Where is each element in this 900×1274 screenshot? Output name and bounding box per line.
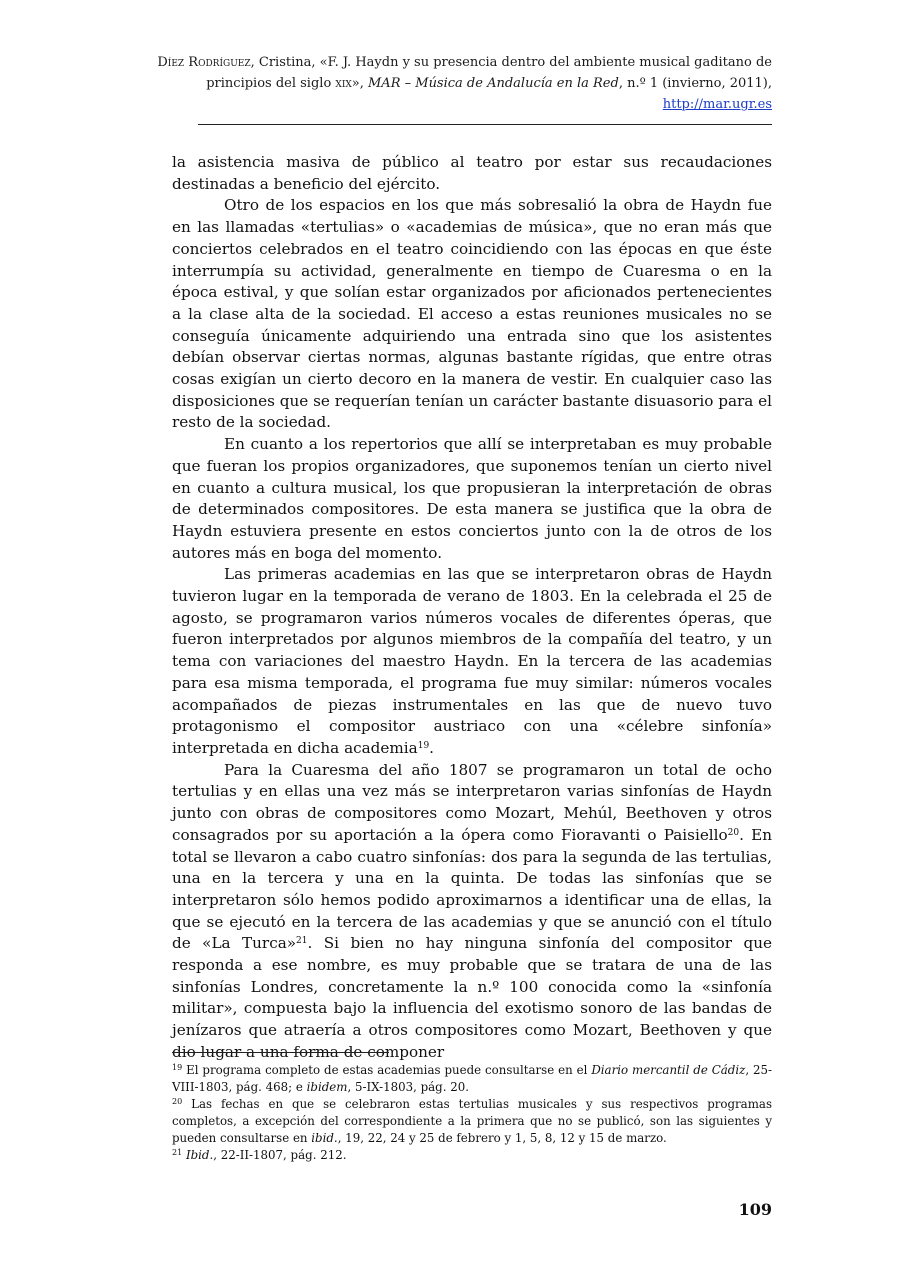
paragraph	[172, 760, 772, 1064]
running-header	[132, 52, 772, 115]
footnote-text: Las fechas en que se celebraron estas tertulias musicales y sus respectivos programas completos, a excepción del correspondiente a la primera que no se publicó, son las siguientes y pueden consultarse en	[172, 1097, 772, 1145]
header-text: principios del siglo	[206, 76, 336, 91]
header-line-2	[132, 73, 772, 94]
footnotes	[172, 1062, 772, 1164]
footnote-number: 19	[172, 1063, 183, 1072]
author-rest: , Cristina, «F. J. Haydn y su presencia dentro del ambiente musical gaditano de	[250, 55, 772, 70]
footnote-divider	[172, 1052, 389, 1053]
footnote-source-title: Diario mercantil de Cádiz	[591, 1063, 746, 1077]
paragraph: En cuanto a los repertorios que allí se interpretaban es muy probable que fueran los propios organizadores, que suponemos tenían un cierto nivel en cuanto a cultura musical, los que propusieran la interpretación de obras de determinados compositores. De esta manera se justifica que la obra de Haydn estuviera presente en estos conciertos junto con la de otros de los autores más en boga del momento.	[172, 435, 772, 562]
paragraph-text: .	[429, 738, 434, 757]
paragraph-text: . Si bien no hay ninguna sinfonía del compositor que responda a ese nombre, es muy probable que se tratara de una de las sinfonías Londres, concretamente la n.º 100 conocida como la «sinfonía militar», compuesta bajo la influencia del exotismo sonoro de las bandas de jenízaros que atraería a otros compositores como Mozart, Beethoven y que dio lugar a una forma de componer	[172, 934, 772, 1061]
footnote-text: El programa completo de estas academias puede consultarse en el	[182, 1063, 592, 1077]
paragraph-text: Las primeras academias en las que se interpretaron obras de Haydn tuvieron lugar en la temporada de verano de 1803. En la celebrada el 25 de agosto, se programaron varios números vocales de diferentes óperas, que fueron interpretados por algunos miembros de la compañía del teatro, y un tema con variaciones del maestro Haydn. En la tercera de las academias para esa misma temporada, el programa fue muy similar: números vocales acompañados de piezas instrumentales en las que de nuevo tuvo protagonismo el compositor austriaco con una «célebre sinfonía» interpretada en dicha academia	[172, 565, 772, 757]
footnote-ref-19[interactable]: 19	[417, 740, 430, 751]
paragraph: Otro de los espacios en los que más sobresalió la obra de Haydn fue en las llamadas «tertulias» o «academias de música», que no eran más que conciertos celebrados en el teatro coincidiendo con las épocas en que éste interrumpía su actividad, generalmente en tiempo de Cuaresma o en la época estival, y que solían estar organizados por aficionados pertenecientes a la clase alta de la sociedad. El acceso a estas reuniones musicales no se conseguía únicamente adquiriendo una entrada sino que los asistentes debían observar ciertas normas, algunas bastante rígidas, que entre otras cosas exigían un cierto decoro en la manera de vestir. En cualquier caso las disposiciones que se requerían tenían un carácter bastante disuasorio para el resto de la sociedad.	[172, 196, 773, 432]
footnote-21	[172, 1147, 772, 1164]
header-line-1	[132, 52, 772, 73]
journal-title: MAR – Música de Andalucía en la Red	[368, 76, 619, 91]
footnote-number: 20	[172, 1097, 183, 1106]
footnote-number: 21	[172, 1148, 183, 1157]
paragraph-text: Para la Cuaresma del año 1807 se programaron un total de ocho tertulias y en ellas una vez más se interpretaron varias sinfonías de Haydn junto con obras de compositores como Mozart, Mehúl, Beethoven y otros consagrados por su aportación a la ópera como Fioravanti o Paisiello	[172, 760, 772, 844]
footnote-text: , 22-II-1807, pág. 212.	[213, 1148, 347, 1162]
footnote-20	[172, 1096, 772, 1147]
footnote-ref-20[interactable]: 20	[727, 827, 740, 838]
journal-url-link[interactable]: http://mar.ugr.es	[662, 97, 772, 112]
footnote-text: , 25-VIII-1803, pág. 468; e	[172, 1063, 772, 1094]
century: xix	[335, 76, 352, 91]
footnote-text: , 5-IX-1803, pág. 20.	[347, 1080, 469, 1094]
header-text: , n.º 1 (invierno, 2011),	[618, 76, 772, 91]
paragraph-text: . En total se llevaron a cabo cuatro sinfonías: dos para la segunda de las tertulias, una en la tercera y una en la quinta. De todas las sinfonías que se interpretaron sólo hemos podido aproximarnos a identificar una de ellas, la que se ejecutó en la tercera de las academias y que se anunció con el título de «La Turca»	[172, 825, 772, 953]
page-number: 109	[738, 1200, 772, 1219]
header-divider	[198, 124, 772, 125]
footnote-ibid: Ibid.	[185, 1148, 214, 1162]
paragraph: la asistencia masiva de público al teatro por estar sus recaudaciones destinadas a beneficio del ejército.	[172, 153, 772, 193]
header-line-3	[132, 94, 772, 115]
footnote-text: , 19, 22, 24 y 25 de febrero y 1, 5, 8, 12 y 15 de marzo.	[337, 1131, 667, 1145]
footnote-ibid: ibid.	[311, 1131, 338, 1145]
header-text: »,	[351, 76, 368, 91]
main-text	[172, 152, 772, 1064]
author-surname: Díez Rodríguez	[157, 55, 251, 70]
footnote-ref-21[interactable]: 21	[296, 936, 308, 947]
paragraph	[172, 564, 772, 759]
footnote-ibidem: ibidem	[306, 1080, 348, 1094]
footnote-19	[172, 1062, 772, 1096]
